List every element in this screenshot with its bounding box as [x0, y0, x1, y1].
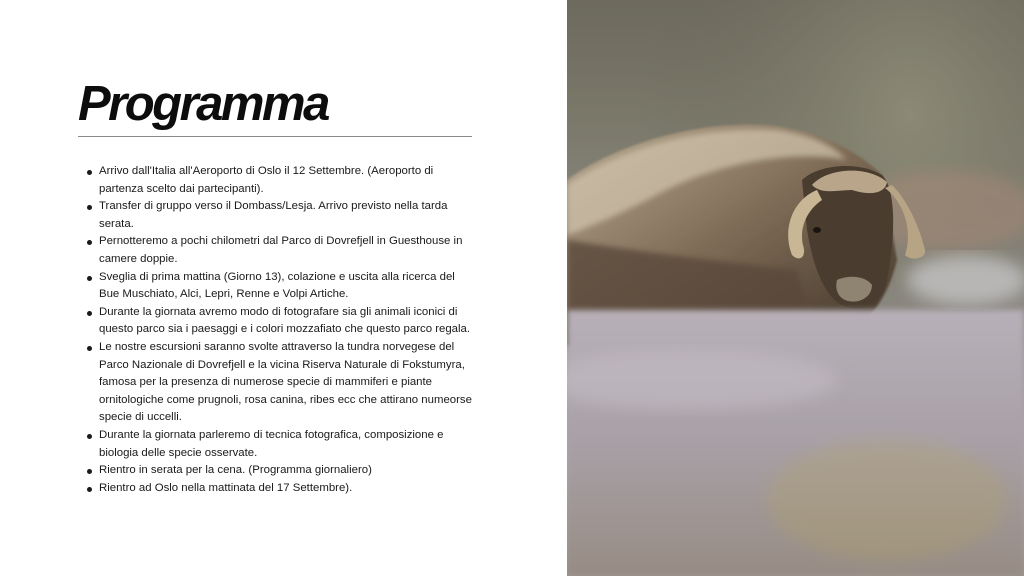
list-item: Le nostre escursioni saranno svolte attraverso la tundra norvegese del Parco Nazionale di Dovrefjell e la vicina Riserva Naturale di Fokstumyra, famosa per la presenza di numerose specie di mammiferi e piante ornitologiche come prugnoli, rosa canina, ribes ecc che attirano numeorse specie di uccelli.	[86, 339, 476, 427]
list-item: Sveglia di prima mattina (Giorno 13), colazione e uscita alla ricerca del Bue Muschiato, Alci, Lepri, Renne e Volpi Artiche.	[86, 269, 476, 304]
musk-ox-illustration	[567, 0, 1024, 576]
page-title: Programma	[78, 77, 328, 131]
list-item: Pernotteremo a pochi chilometri dal Parco di Dovrefjell in Guesthouse in camere doppie.	[86, 233, 476, 268]
title-divider	[78, 136, 472, 137]
snow-patch	[907, 255, 1024, 305]
list-item: Durante la giornata parleremo di tecnica fotografica, composizione e biologia delle specie osservate.	[86, 427, 476, 462]
musk-ox-eye	[813, 227, 821, 233]
list-item: Durante la giornata avremo modo di fotografare sia gli animali iconici di questo parco sia i paesaggi e i colori mozzafiato che questo parco regala.	[86, 304, 476, 339]
musk-ox-photo	[567, 0, 1024, 576]
list-item: Transfer di gruppo verso il Dombass/Lesja. Arrivo previsto nella tarda serata.	[86, 198, 476, 233]
grass-highlight	[767, 440, 1007, 560]
list-item: Arrivo dall'Italia all'Aeroporto di Oslo il 12 Settembre. (Aeroporto di partenza scelto dai partecipanti).	[86, 163, 476, 198]
program-list	[86, 163, 476, 497]
list-item: Rientro in serata per la cena. (Programma giornaliero)	[86, 462, 476, 480]
list-item: Rientro ad Oslo nella mattinata del 17 Settembre).	[86, 480, 476, 498]
